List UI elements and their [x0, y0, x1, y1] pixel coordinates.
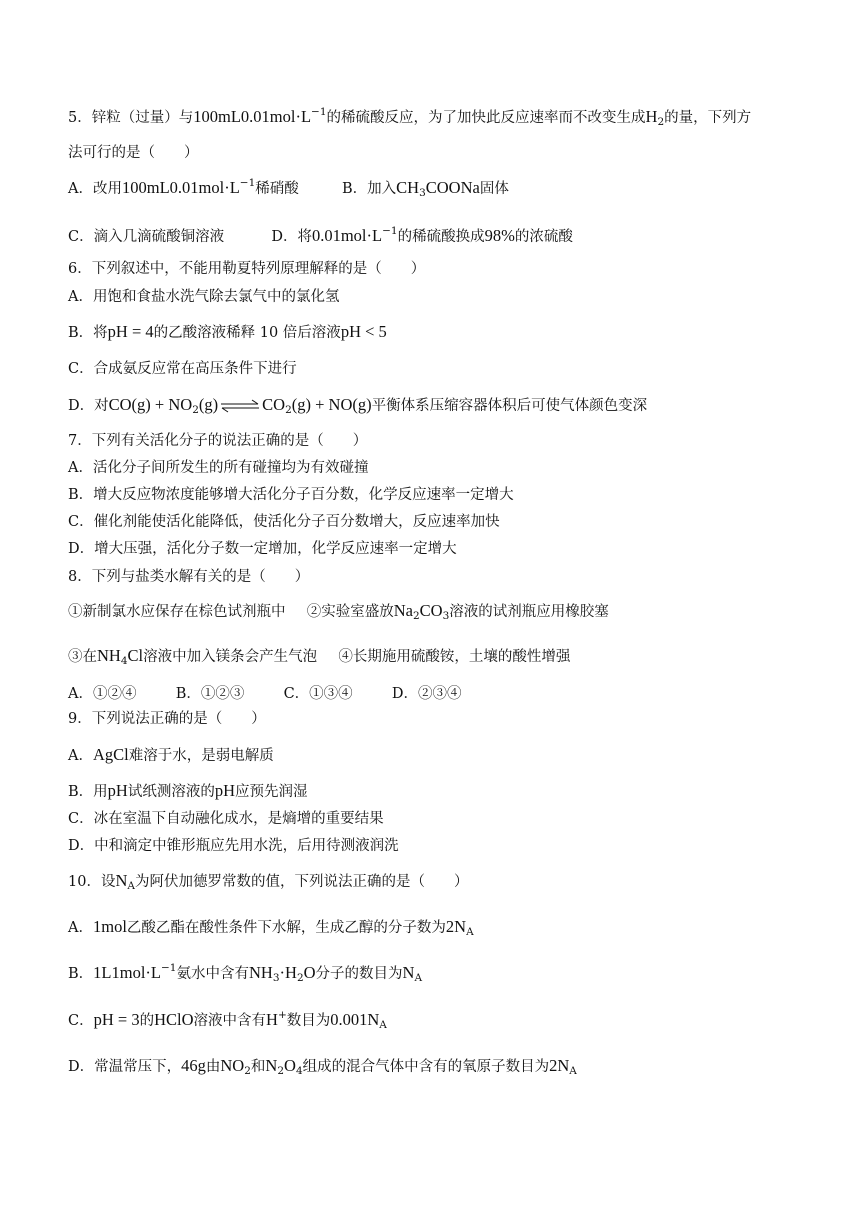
q5-options-ab — [68, 178, 800, 199]
q8-item-4: ④长期施用硫酸铵，土壤的酸性增强 — [338, 649, 571, 665]
q6-option-b: B．将pH = 4的乙酸溶液稀释 10 倍后溶液pH < 5 — [68, 322, 387, 341]
q5-option-c: C．滴入几滴硫酸铜溶液 — [68, 229, 225, 245]
q5-stem-line2: 法可行的是（ ） — [68, 145, 199, 161]
q7-option-b: B．增大反应物浓度能够增大活化分子百分数，化学反应速率一定增大 — [68, 487, 514, 503]
q5-option-a: A．改用$100mL0.01mol\cdot L^{-1}$稀硝酸 — [68, 177, 299, 197]
q8-stem: 8．下列与盐类水解有关的是（ ） — [68, 569, 310, 585]
q5-stem-line1: 5．锌粒（过量）与$100mL0.01mol\cdot L^{-1}$的稀硫酸反应，为了加快此反应速率而不改变生成$H_2$的量，下列方 — [68, 106, 752, 128]
q8-option-d: D．②③④ — [391, 686, 462, 702]
q8-option-a: A．①②④ — [68, 686, 137, 702]
q10-option-d: D．常温常压下，46g由$NO_2$和$N_2O_4$组成的混合气体中含有的氧原子数目为$2N_A$ — [68, 1056, 577, 1077]
q8-items-12 — [68, 601, 800, 622]
q5-options-cd — [68, 226, 800, 247]
q10-option-b: B．$1L1mol\cdot L^{-1}$氨水中含有$NH_3\cdot H_2O$分子的数目为$N_A$ — [68, 962, 423, 984]
q8-item-1: ①新制氯水应保存在棕色试剂瓶中 — [68, 604, 286, 620]
q10-stem: 10．设$N_A$为阿伏加德罗常数的值，下列说法正确的是（ ） — [68, 871, 469, 892]
q5-option-b: B．加入$CH_3COONa$固体 — [342, 178, 509, 199]
equilibrium-arrow-icon — [220, 399, 260, 413]
q6-option-c: C．合成氨反应常在高压条件下进行 — [68, 361, 297, 377]
q7-option-d: D．增大压强，活化分子数一定增加，化学反应速率一定增大 — [68, 541, 457, 557]
q6-option-a: A．用饱和食盐水洗气除去氯气中的氯化氢 — [68, 289, 340, 305]
q8-options — [68, 684, 800, 704]
q10-option-a: A．1mol乙酸乙酯在酸性条件下水解，生成乙醇的分子数为$2N_A$ — [68, 917, 474, 938]
q9-option-a: A．AgCl难溶于水，是弱电解质 — [68, 745, 274, 764]
q5-option-d: D．将$0.01mol\cdot L^{-1}$的稀硫酸换成98%的浓硫酸 — [271, 225, 573, 245]
q8-item-3: ③在$NH_4Cl$溶液中加入镁条会产生气泡 — [68, 646, 318, 667]
q7-option-a: A．活化分子间所发生的所有碰撞均为有效碰撞 — [68, 460, 369, 476]
q9-option-b: B．用pH试纸测溶液的pH应预先润湿 — [68, 781, 308, 800]
q10-option-c: C．pH = 3的HClO溶液中含有H+数目为$0.001N_A$ — [68, 1009, 387, 1031]
q8-option-b: B．①②③ — [175, 686, 245, 702]
q8-option-c: C．①③④ — [283, 686, 353, 702]
q9-option-d: D．中和滴定中锥形瓶应先用水洗，后用待测液润洗 — [68, 838, 399, 854]
q8-item-2: ②实验室盛放$Na_2CO_3$溶液的试剂瓶应用橡胶塞 — [306, 601, 609, 622]
q9-option-c: C．冰在室温下自动融化成水，是熵增的重要结果 — [68, 811, 384, 827]
q6-option-d: D．对$CO(g) + NO_2(g)$ $CO_2(g) + NO(g)$平衡体系压缩容器体积后可使气体颜色变深 — [68, 395, 648, 416]
q7-stem: 7．下列有关活化分子的说法正确的是（ ） — [68, 433, 368, 449]
q7-option-c: C．催化剂能使活化能降低，使活化分子百分数增大，反应速率加快 — [68, 514, 500, 530]
q8-items-34 — [68, 646, 800, 667]
q6-stem: 6．下列叙述中，不能用勒夏特列原理解释的是（ ） — [68, 261, 426, 277]
q9-stem: 9．下列说法正确的是（ ） — [68, 711, 266, 727]
